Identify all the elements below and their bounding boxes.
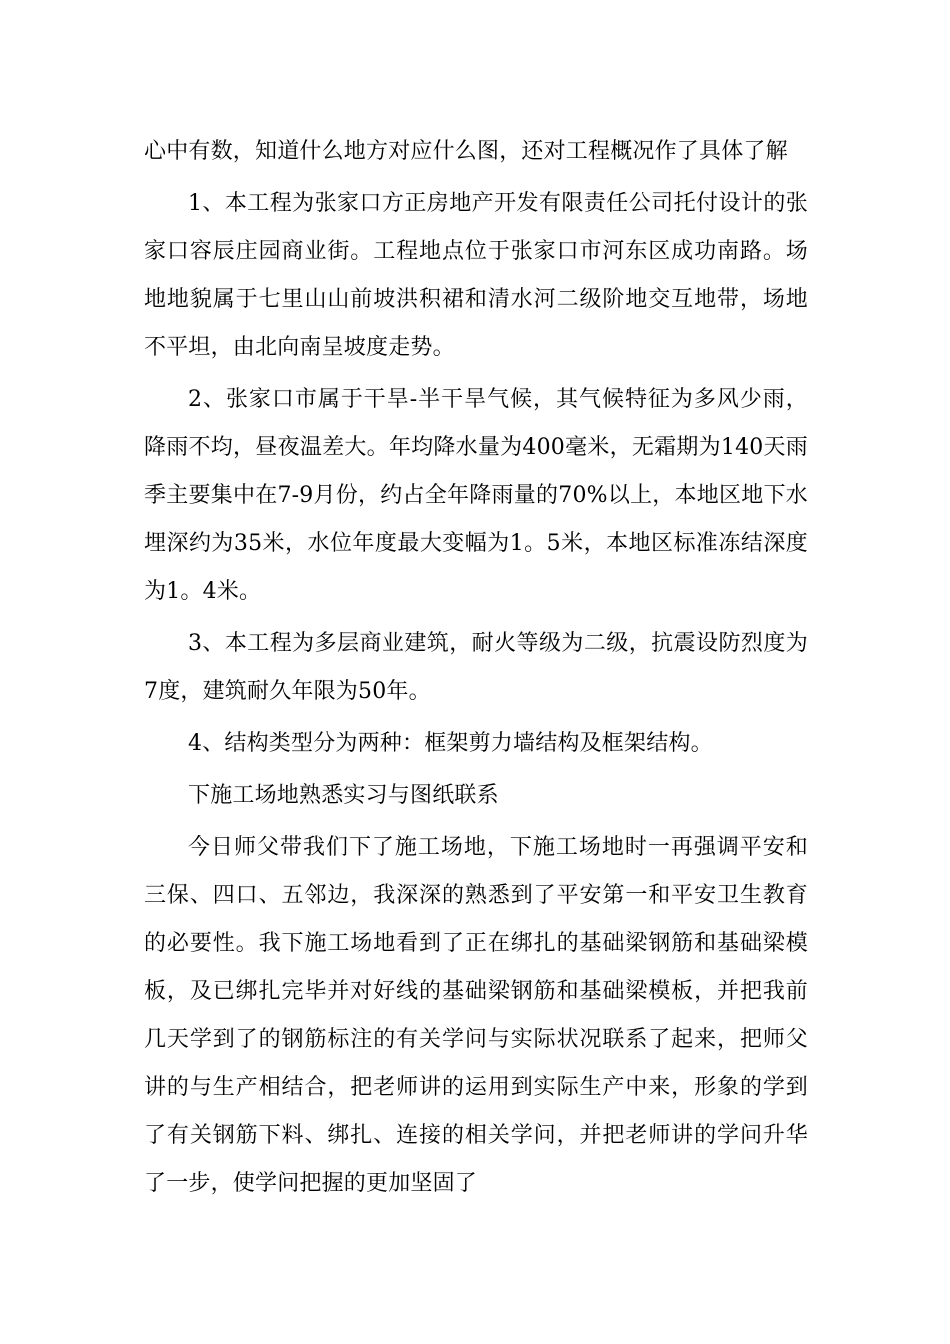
paragraph-item-1: 1、本工程为张家口方正房地产开发有限责任公司托付设计的张家口容辰庄园商业街。工程地点位于张家口市河东区成功南路。场地地貌属于七里山山前坡洪积裙和清水河二级阶地交互地带，场地不平坦，由北向南呈坡度走势。: [144, 191, 808, 360]
paragraph-item-3: 3、本工程为多层商业建筑，耐火等级为二级，抗震设防烈度为7度，建筑耐久年限为50年。: [144, 631, 808, 704]
document-body: [144, 128, 808, 1208]
paragraph-item-4: 4、结构类型分为两种：框架剪力墙结构及框架结构。: [188, 731, 713, 756]
section-heading: 下施工场地熟悉实习与图纸联系: [188, 783, 499, 808]
paragraph-site-visit: 今日师父带我们下了施工场地，下施工场地时一再强调平安和三保、四口、五邻边，我深深的熟悉到了平安第一和平安卫生教育的必要性。我下施工场地看到了正在绑扎的基础梁钢筋和基础梁模板，及已绑扎完毕并对好线的基础梁钢筋和基础梁模板，并把我前几天学到了的钢筋标注的有关学问与实际状况联系了起来，把师父讲的与生产相结合，把老师讲的运用到实际生产中来，形象的学到了有关钢筋下料、绑扎、连接的相关学问，并把老师讲的学问升华了一步，使学问把握的更加坚固了: [144, 835, 808, 1196]
paragraph-continuation: 心中有数，知道什么地方对应什么图，还对工程概况作了具体了解: [144, 139, 788, 164]
paragraph-item-2: 2、张家口市属于干旱-半干旱气候，其气候特征为多风少雨，降雨不均，昼夜温差大。年均降水量为400毫米，无霜期为140天雨季主要集中在7-9月份，约占全年降雨量的70%以上，本地区地下水埋深约为35米，水位年度最大变幅为1。5米，本地区标准冻结深度为1。4米。: [144, 387, 808, 604]
